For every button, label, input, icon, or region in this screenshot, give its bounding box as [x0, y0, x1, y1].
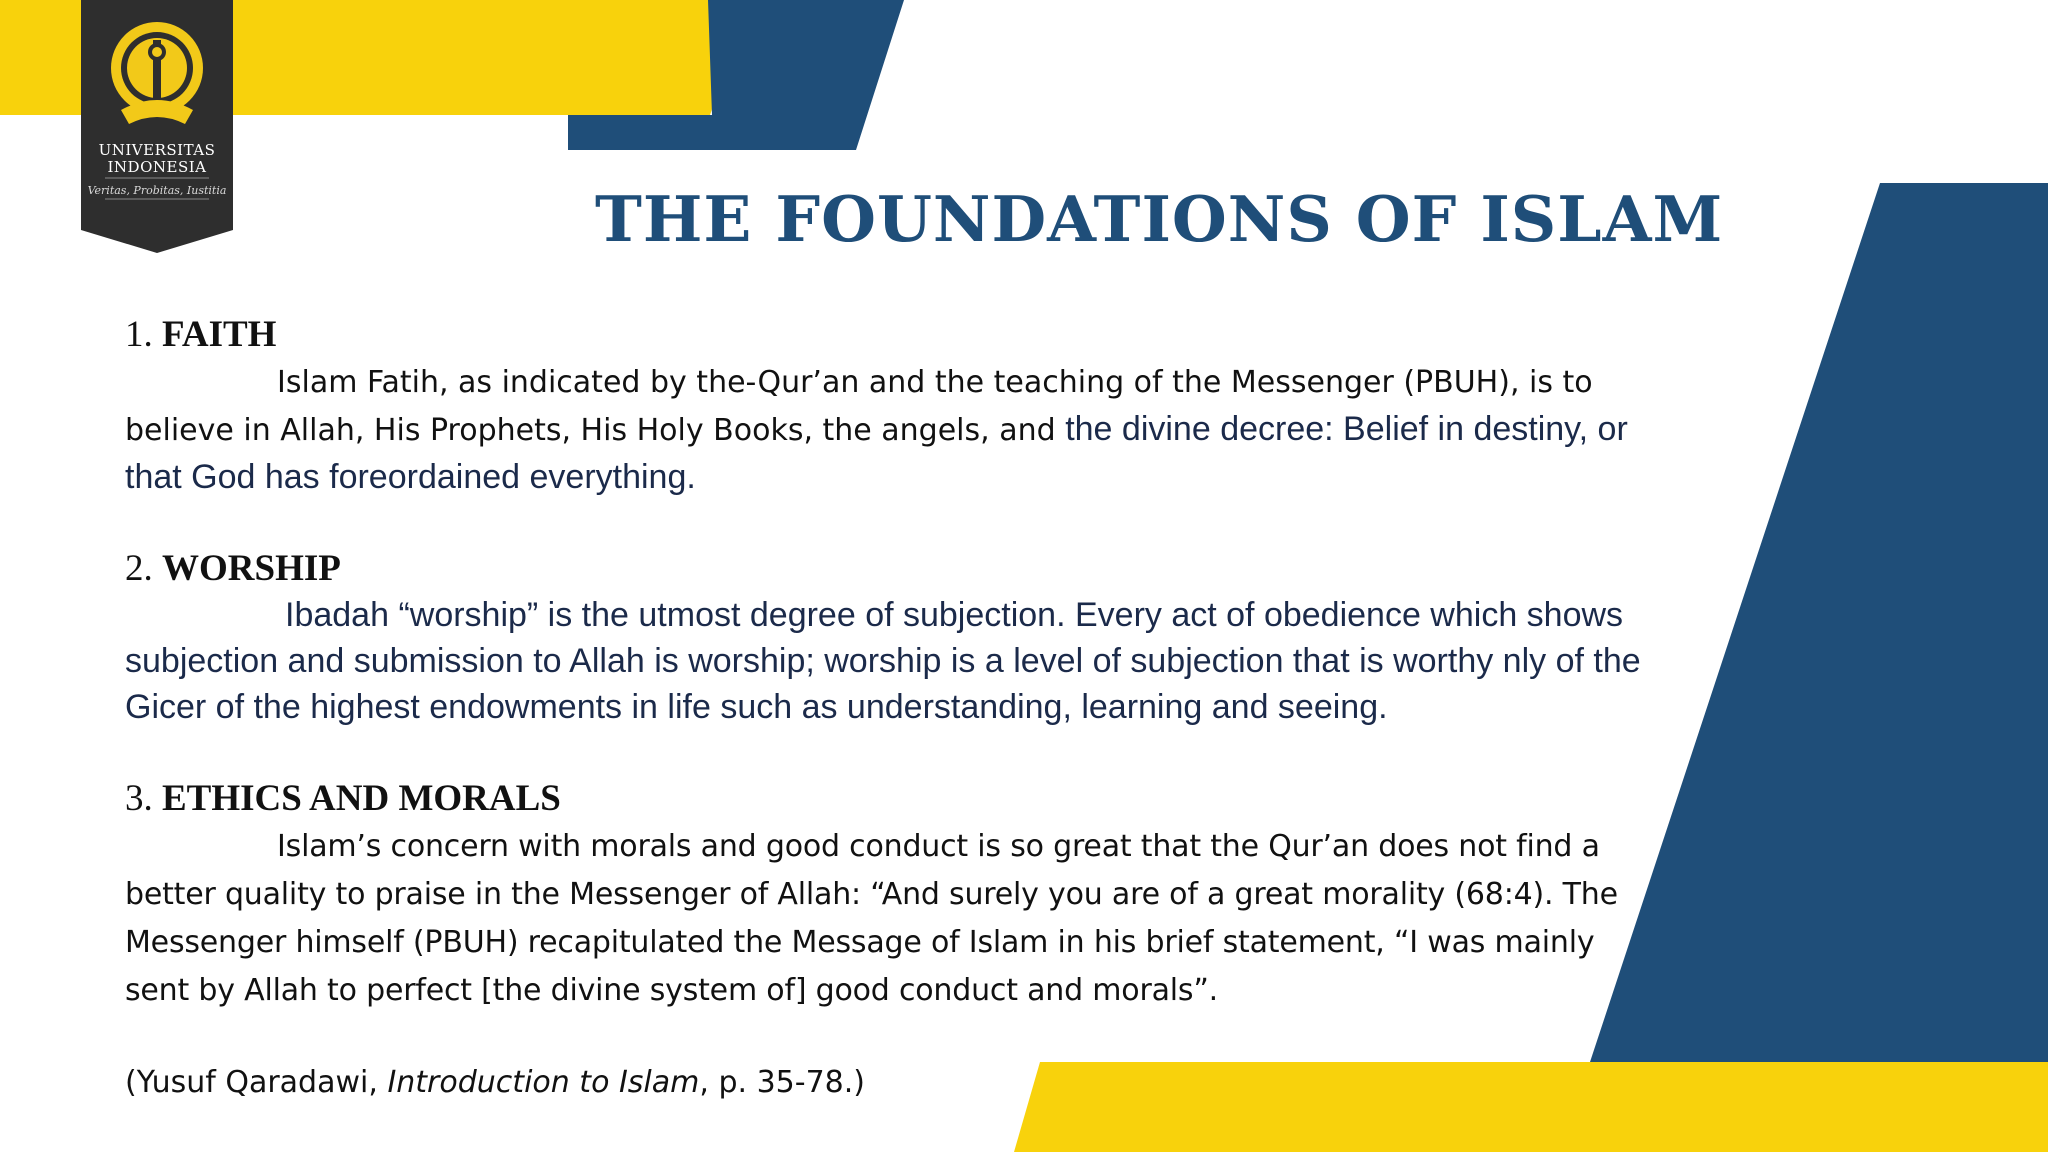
- makara-emblem-icon: [111, 22, 203, 124]
- worship-text: Ibadah “worship” is the utmost degree of subjection. Every act of obedience which shows subjection and submission to Allah is worship; worship is a level of subjection that is worthy nly of the Gicer of the highest endowments in life such as understanding, learning and seeing.: [125, 596, 1641, 726]
- worship-number: 2.: [125, 548, 153, 589]
- faith-text-part1: Islam Fatih, as indicated by the-Qur’an and the teaching of the Messenger (PBUH), is to believe in Allah, His Prophets, His Holy Books, the angels, and: [125, 365, 1593, 448]
- worship-paragraph: [125, 592, 1645, 730]
- slide-title: THE FOUNDATIONS OF ISLAM: [595, 182, 1724, 256]
- citation-suffix: , p. 35-78.): [699, 1065, 865, 1100]
- university-logo: [81, 0, 233, 253]
- faith-number: 1.: [125, 314, 153, 355]
- logo-motto: Veritas, Probitas, Iustitia: [87, 184, 227, 197]
- ethics-paragraph: [125, 822, 1645, 1014]
- right-navy-trapezoid: [1590, 183, 2048, 1062]
- logo-name-line1: UNIVERSITAS: [98, 141, 216, 159]
- citation-book: Introduction to Islam: [387, 1065, 700, 1100]
- ethics-text: Islam’s concern with morals and good conduct is so great that the Qur’an does not find a better quality to praise in the Messenger of Allah: “And surely you are of a great morality (68:4). The Messenger himself (PBUH) recapitulated the Message of Islam in his brief statement, “I was mainly sent by Allah to perfect [the divine system of] good conduct and morals”.: [125, 829, 1618, 1008]
- faith-title: FAITH: [162, 314, 277, 355]
- faith-text-part2: the divine decree: Belief in destiny, or that God has foreordained everything.: [125, 410, 1628, 496]
- ethics-title: ETHICS AND MORALS: [162, 778, 561, 819]
- ethics-number: 3.: [125, 778, 153, 819]
- logo-name-line2: INDONESIA: [107, 158, 207, 176]
- faith-heading: [125, 312, 1645, 358]
- ethics-heading: [125, 776, 1645, 822]
- slide-content: [125, 312, 1645, 1106]
- worship-title: WORSHIP: [162, 548, 341, 589]
- faith-paragraph: [125, 358, 1645, 500]
- worship-heading: [125, 546, 1645, 592]
- citation: [125, 1060, 1645, 1106]
- citation-prefix: (Yusuf Qaradawi,: [125, 1065, 388, 1100]
